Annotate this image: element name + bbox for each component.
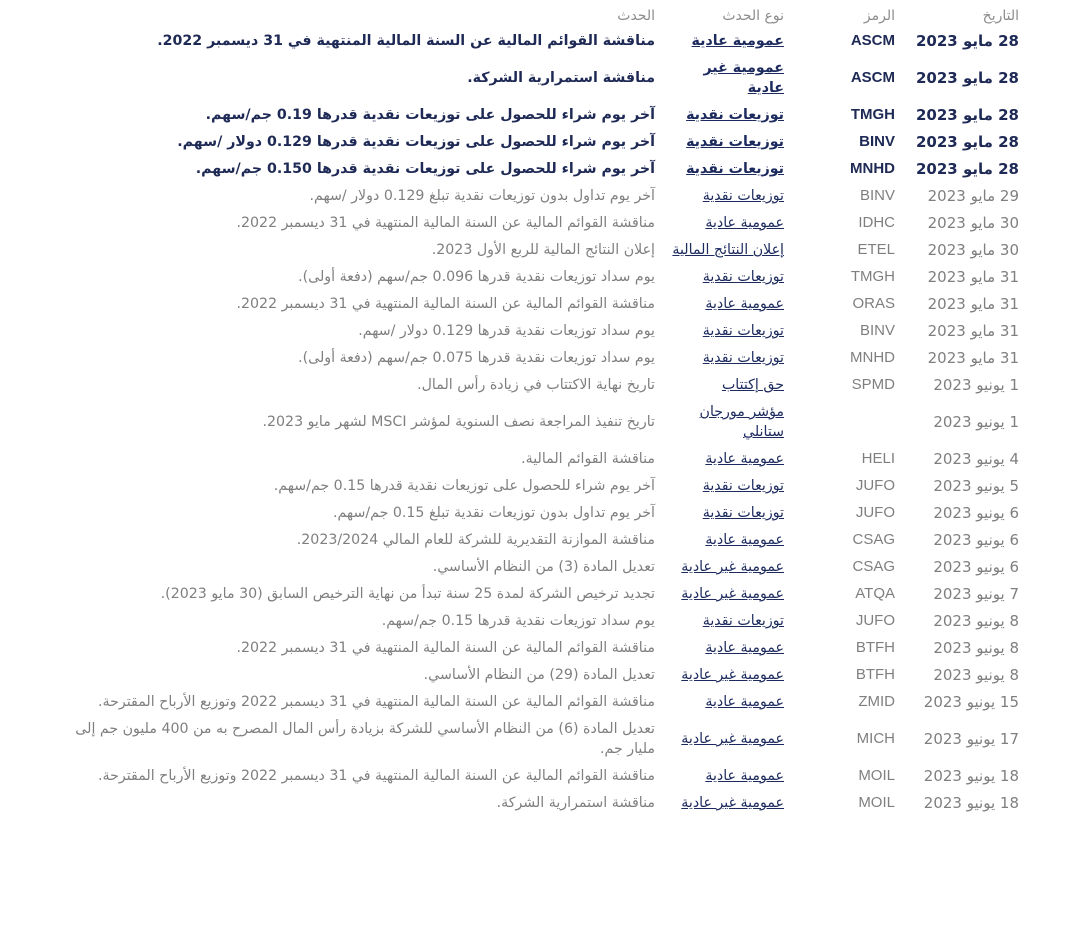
row-date: 28 مايو 2023 bbox=[915, 32, 1019, 50]
row-date: 6 يونيو 2023 bbox=[933, 504, 1019, 522]
row-event: مناقشة القوائم المالية. bbox=[521, 451, 655, 467]
row-symbol: IDHC bbox=[858, 214, 895, 231]
row-date: 17 يونيو 2023 bbox=[923, 730, 1019, 748]
table-row bbox=[72, 581, 1027, 608]
row-event: مناقشة القوائم المالية عن السنة المالية المنتهية في 31 ديسمبر 2022 وتوزيع الأرباح المقترحة. bbox=[98, 694, 655, 710]
event-type-link[interactable]: عمومية عادية bbox=[705, 532, 784, 548]
table-row bbox=[72, 345, 1027, 372]
row-event: مناقشة الموازنة التقديرية للشركة للعام المالي 2023/2024. bbox=[296, 532, 655, 548]
row-date: 15 يونيو 2023 bbox=[923, 693, 1019, 711]
row-event-type-cell bbox=[667, 156, 792, 183]
row-date: 28 مايو 2023 bbox=[915, 106, 1019, 124]
row-symbol: BINV bbox=[859, 322, 895, 339]
row-event: آخر يوم شراء للحصول على توزيعات نقدية قدرها 0.19 جم/سهم. bbox=[205, 107, 655, 123]
table-row bbox=[72, 446, 1027, 473]
table-row bbox=[72, 790, 1027, 817]
row-event-type-cell bbox=[667, 500, 792, 527]
row-date: 28 مايو 2023 bbox=[915, 133, 1019, 151]
row-event-type-cell bbox=[667, 55, 792, 102]
row-event: آخر يوم تداول بدون توزيعات نقدية تبلغ 0.15 جم/سهم. bbox=[332, 505, 655, 521]
row-event: تاريخ نهاية الاكتتاب في زيادة رأس المال. bbox=[417, 377, 655, 393]
row-symbol: CSAG bbox=[852, 558, 895, 575]
row-event: مناقشة القوائم المالية عن السنة المالية المنتهية في 31 ديسمبر 2022. bbox=[236, 640, 655, 656]
row-event: يوم سداد توزيعات نقدية قدرها 0.096 جم/سهم (دفعة أولى). bbox=[298, 269, 655, 285]
row-event: يوم سداد توزيعات نقدية قدرها 0.129 دولار /سهم. bbox=[358, 323, 655, 339]
row-symbol: BTFH bbox=[855, 639, 895, 656]
row-date: 8 يونيو 2023 bbox=[933, 612, 1019, 630]
event-type-link[interactable]: توزيعات نقدية bbox=[702, 613, 784, 629]
event-type-link[interactable]: عمومية غير عادية bbox=[681, 586, 784, 602]
row-date: 6 يونيو 2023 bbox=[933, 531, 1019, 549]
event-type-link[interactable]: توزيعات نقدية bbox=[702, 505, 784, 521]
event-type-link[interactable]: عمومية عادية bbox=[705, 451, 784, 467]
row-event: يوم سداد توزيعات نقدية قدرها 0.075 جم/سهم (دفعة أولى). bbox=[298, 350, 655, 366]
table-row bbox=[72, 399, 1027, 446]
row-event-type-cell bbox=[667, 318, 792, 345]
event-type-link[interactable]: مؤشر مورجان ستانلي bbox=[699, 404, 784, 440]
event-type-link[interactable]: توزيعات نقدية bbox=[702, 188, 784, 204]
row-date: 8 يونيو 2023 bbox=[933, 666, 1019, 684]
row-event-type-cell bbox=[667, 102, 792, 129]
row-event: مناقشة استمرارية الشركة. bbox=[496, 795, 655, 811]
row-symbol: JUFO bbox=[855, 612, 895, 629]
row-event: مناقشة استمرارية الشركة. bbox=[467, 70, 655, 86]
row-event-type-cell bbox=[667, 345, 792, 372]
row-event-type-cell bbox=[667, 372, 792, 399]
row-date: 6 يونيو 2023 bbox=[933, 558, 1019, 576]
header-event: الحدث bbox=[617, 8, 655, 24]
row-event: آخر يوم تداول بدون توزيعات نقدية تبلغ 0.129 دولار /سهم. bbox=[309, 188, 655, 204]
event-type-link[interactable]: توزيعات نقدية bbox=[702, 478, 784, 494]
row-date: 29 مايو 2023 bbox=[927, 187, 1019, 205]
row-date: 31 مايو 2023 bbox=[927, 349, 1019, 367]
event-type-link[interactable]: عمومية عادية bbox=[705, 296, 784, 312]
table-row bbox=[72, 129, 1027, 156]
row-date: 18 يونيو 2023 bbox=[923, 794, 1019, 812]
event-type-link[interactable]: عمومية غير عادية bbox=[681, 731, 784, 747]
event-type-link[interactable]: عمومية غير عادية bbox=[681, 667, 784, 683]
row-date: 30 مايو 2023 bbox=[927, 214, 1019, 232]
row-date: 31 مايو 2023 bbox=[927, 268, 1019, 286]
row-event-type-cell bbox=[667, 608, 792, 635]
table-row bbox=[72, 55, 1027, 102]
row-event-type-cell bbox=[667, 689, 792, 716]
table-row bbox=[72, 554, 1027, 581]
row-symbol: SPMD bbox=[851, 376, 895, 393]
event-type-link[interactable]: عمومية عادية bbox=[705, 768, 784, 784]
row-symbol: JUFO bbox=[855, 504, 895, 521]
row-symbol: HELI bbox=[861, 450, 895, 467]
row-date: 7 يونيو 2023 bbox=[933, 585, 1019, 603]
row-symbol: MICH bbox=[856, 730, 895, 747]
row-event-type-cell bbox=[667, 446, 792, 473]
row-symbol: BINV bbox=[859, 133, 895, 150]
event-type-link[interactable]: توزيعات نقدية bbox=[686, 134, 784, 150]
row-symbol: ASCM bbox=[850, 69, 895, 86]
row-event-type-cell bbox=[667, 28, 792, 55]
row-symbol: ETEL bbox=[857, 241, 895, 258]
event-type-link[interactable]: توزيعات نقدية bbox=[686, 107, 784, 123]
row-event-type-cell bbox=[667, 635, 792, 662]
row-event: تعديل المادة (29) من النظام الأساسي. bbox=[423, 667, 655, 683]
row-symbol: BINV bbox=[859, 187, 895, 204]
table-row bbox=[72, 500, 1027, 527]
row-date: 28 مايو 2023 bbox=[915, 160, 1019, 178]
row-event-type-cell bbox=[667, 763, 792, 790]
row-event: تاريخ تنفيذ المراجعة نصف السنوية لمؤشر MSCI لشهر مايو 2023. bbox=[262, 414, 655, 430]
row-symbol bbox=[792, 399, 909, 446]
row-date: 4 يونيو 2023 bbox=[933, 450, 1019, 468]
row-event-type-cell bbox=[667, 554, 792, 581]
row-event-type-cell bbox=[667, 473, 792, 500]
row-event-type-cell bbox=[667, 210, 792, 237]
events-table bbox=[72, 4, 1027, 817]
row-event-type-cell bbox=[667, 129, 792, 156]
row-symbol: MOIL bbox=[858, 794, 895, 811]
row-date: 1 يونيو 2023 bbox=[933, 376, 1019, 394]
event-type-link[interactable]: توزيعات نقدية bbox=[702, 269, 784, 285]
row-date: 5 يونيو 2023 bbox=[933, 477, 1019, 495]
event-type-link[interactable]: عمومية غير عادية bbox=[703, 60, 784, 96]
row-symbol: ASCM bbox=[850, 32, 895, 49]
row-event: إعلان النتائج المالية للربع الأول 2023. bbox=[431, 242, 655, 258]
row-event-type-cell bbox=[667, 291, 792, 318]
row-event: آخر يوم شراء للحصول على توزيعات نقدية قدرها 0.129 دولار /سهم. bbox=[177, 134, 655, 150]
row-symbol: CSAG bbox=[852, 531, 895, 548]
row-symbol: MNHD bbox=[850, 349, 895, 366]
row-event: تجديد ترخيص الشركة لمدة 25 سنة تبدأ من نهاية الترخيص السابق (30 مايو 2023). bbox=[160, 586, 655, 602]
event-type-link[interactable]: عمومية غير عادية bbox=[681, 795, 784, 811]
row-event-type-cell bbox=[667, 527, 792, 554]
table-row bbox=[72, 662, 1027, 689]
event-type-link[interactable]: عمومية عادية bbox=[705, 694, 784, 710]
row-date: 31 مايو 2023 bbox=[927, 295, 1019, 313]
row-event: مناقشة القوائم المالية عن السنة المالية المنتهية في 31 ديسمبر 2022. bbox=[236, 215, 655, 231]
event-type-link[interactable]: حق إكتتاب bbox=[721, 377, 784, 393]
row-symbol: ATQA bbox=[855, 585, 895, 602]
row-date: 31 مايو 2023 bbox=[927, 322, 1019, 340]
table-row bbox=[72, 28, 1027, 55]
row-event: آخر يوم شراء للحصول على توزيعات نقدية قدرها 0.15 جم/سهم. bbox=[273, 478, 655, 494]
table-row bbox=[72, 210, 1027, 237]
row-symbol: BTFH bbox=[855, 666, 895, 683]
event-type-link[interactable]: عمومية عادية bbox=[705, 640, 784, 656]
table-row bbox=[72, 372, 1027, 399]
table-row bbox=[72, 527, 1027, 554]
row-event: مناقشة القوائم المالية عن السنة المالية المنتهية في 31 ديسمبر 2022. bbox=[236, 296, 655, 312]
row-event: مناقشة القوائم المالية عن السنة المالية المنتهية في 31 ديسمبر 2022 وتوزيع الأرباح المقترحة. bbox=[98, 768, 655, 784]
header-event-type: نوع الحدث bbox=[722, 8, 784, 24]
row-symbol: MOIL bbox=[858, 767, 895, 784]
row-date: 28 مايو 2023 bbox=[915, 69, 1019, 87]
row-symbol: JUFO bbox=[855, 477, 895, 494]
table-row bbox=[72, 608, 1027, 635]
table-header bbox=[72, 4, 1027, 28]
row-event-type-cell bbox=[667, 237, 792, 264]
table-row bbox=[72, 183, 1027, 210]
event-type-link[interactable]: توزيعات نقدية bbox=[702, 323, 784, 339]
table-row bbox=[72, 689, 1027, 716]
table-row bbox=[72, 264, 1027, 291]
row-date: 1 يونيو 2023 bbox=[933, 413, 1019, 431]
header-date: التاريخ bbox=[982, 8, 1019, 24]
row-event-type-cell bbox=[667, 790, 792, 817]
table-row bbox=[72, 156, 1027, 183]
table-row bbox=[72, 102, 1027, 129]
table-body bbox=[72, 28, 1027, 817]
event-type-link[interactable]: توزيعات نقدية bbox=[686, 161, 784, 177]
row-symbol: TMGH bbox=[850, 268, 895, 285]
row-event-type-cell bbox=[667, 581, 792, 608]
row-date: 18 يونيو 2023 bbox=[923, 767, 1019, 785]
table-row bbox=[72, 291, 1027, 318]
row-date: 8 يونيو 2023 bbox=[933, 639, 1019, 657]
row-event: يوم سداد توزيعات نقدية قدرها 0.15 جم/سهم. bbox=[381, 613, 655, 629]
row-symbol: ORAS bbox=[852, 295, 895, 312]
row-event: تعديل المادة (3) من النظام الأساسي. bbox=[432, 559, 655, 575]
header-row bbox=[72, 4, 1027, 28]
row-event-type-cell bbox=[667, 264, 792, 291]
row-symbol: ZMID bbox=[858, 693, 895, 710]
table-row bbox=[72, 318, 1027, 345]
table-row bbox=[72, 635, 1027, 662]
event-type-link[interactable]: عمومية عادية bbox=[705, 215, 784, 231]
row-symbol: TMGH bbox=[850, 106, 895, 123]
row-symbol: MNHD bbox=[850, 160, 895, 177]
header-symbol: الرمز bbox=[863, 8, 895, 24]
row-event: مناقشة القوائم المالية عن السنة المالية المنتهية في 31 ديسمبر 2022. bbox=[157, 33, 655, 49]
event-type-link[interactable]: توزيعات نقدية bbox=[702, 350, 784, 366]
row-event-type-cell bbox=[667, 716, 792, 763]
row-event-type-cell bbox=[667, 399, 792, 446]
row-event: آخر يوم شراء للحصول على توزيعات نقدية قدرها 0.150 جم/سهم. bbox=[195, 161, 655, 177]
row-event-type-cell bbox=[667, 183, 792, 210]
table-row bbox=[72, 237, 1027, 264]
row-date: 30 مايو 2023 bbox=[927, 241, 1019, 259]
row-event: تعديل المادة (6) من النظام الأساسي للشركة بزيادة رأس المال المصرح به من 400 مليون جم إلى مليار جم. bbox=[75, 721, 655, 757]
event-type-link[interactable]: عمومية غير عادية bbox=[681, 559, 784, 575]
table-row bbox=[72, 716, 1027, 763]
row-event-type-cell bbox=[667, 662, 792, 689]
event-type-link[interactable]: إعلان النتائج المالية bbox=[672, 242, 784, 258]
table-row bbox=[72, 763, 1027, 790]
table-row bbox=[72, 473, 1027, 500]
event-type-link[interactable]: عمومية عادية bbox=[691, 33, 784, 49]
